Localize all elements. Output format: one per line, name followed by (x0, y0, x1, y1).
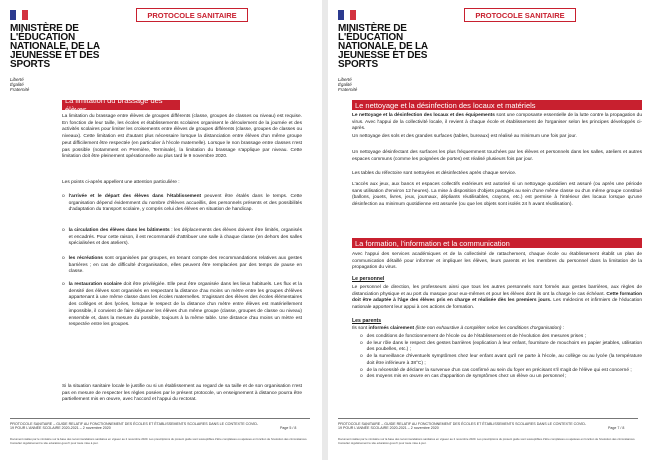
document-page-left (0, 0, 322, 460)
footer-text: PROTOCOLE SANITAIRE – GUIDE RELATIF AU FONCTIONNEMENT DES ÉCOLES ET ÉTABLISSEMENTS SCOLAIRES DANS LE CONTEXTE COVID-19 POUR L'ANNÉE SCOLAIRE 2020-2021 – 2 novembre 2020 (338, 422, 587, 431)
parents-list: o des conditions de fonctionnement de l'école ou de l'établissement et de l'évolution des mesures prises ; o de leur rôle dans le respect des gestes barrières (explication à leur enfant, fourniture de mouchoirs en papier jetables, utilisation des poubelles, etc.) ; o de la surveillance d'éventuels symptômes chez leur enfant avant qu'il ne parte à l'école, au collège ou au lycée (la température doit être inférieure à 38°C) ; o de la nécessité de déclarer la survenue d'un cas confirmé au sein du foyer en précisant s'il s'agit de l'élève qui est concerné ; o des moyens mis en œuvre en cas d'apparition de symptômes chez un élève ou un personnel ; (360, 334, 642, 380)
footer-rule (10, 418, 310, 419)
bullet-4-text: doit être privilégiée. Elle peut être organisée dans les lieux habituels. Les flux et la densité des élèves sont organisés en respectant la distance d'au moins un mètre entre les groupes d'élèves appartenant à une même classe dans les écoles maternelles. S'agissant des élèves des écoles élémentaires des collèges et des lycées, lorsque le respect de la distance d'un mètre entre élèves est matériellement impossible, il convient de faire déjeuner les élèves d'un même groupe (classe, groupes de classe ou niveau) ensemble et, dans la mesure du possible, toujours à la même table. Une distance d'au moins un mètre est respectée entre les groupes. (68, 282, 302, 328)
parents-intro-bold: informés clairement (368, 326, 415, 331)
republic-flag-logo (10, 10, 28, 20)
bullet-1-text: peuvent être étalés dans le temps. Cette organisation dépend évidemment du nombre d'élèves accueillis, des personnels présents et des possibilités d'adaptation du transport scolaire, y compris celui des élèves en situation de handicap. (68, 194, 302, 213)
cleaning-paragraph-2: Un nettoyage des sols et des grandes surfaces (tables, bureaux) est réalisé au minimum une fois par jour. (352, 134, 577, 139)
section-title-cleaning: Le nettoyage et la désinfection des locaux et matériels (352, 100, 642, 110)
bullet-1: o l'arrivée et le départ des élèves dans l'établissement peuvent être étalés dans le temps. Cette organisation dépend évidemment du nombre d'élèves accueillis, des personnels présents et des possibilités d'adaptation du transport scolaire, y compris celui des élèves en situation de handicap. (62, 194, 302, 213)
cleaning-paragraph-1 (352, 113, 642, 133)
protocol-label: PROTOCOLE SANITAIRE (136, 8, 248, 22)
bullet-2-text: : les déplacements des élèves doivent être limités, organisés et encadrés. Pour cette raison, il est recommandé d'attribuer une salle à chaque classe (en dehors des salles spécialisées et des ateliers). (68, 228, 302, 247)
intro-paragraph: La limitation du brassage entre élèves de groupes différents (classe, groupes de classes ou niveau) est requise. En fonction de leur taille, les écoles et établissements scolaires organisent le déroulement de la journée et des activités scolaires pour limiter les croisements entre élèves de groupes différents (classe, groupes de classes ou niveaux). Cette limitation est d'autant plus nécessaire lorsque la distanciation entre élèves d'un même groupe peut difficilement être respectée (en particulier à l'école maternelle). Lorsque le non brassage entre classes n'est pas possible (notamment en Première, Terminale), la limitation du brassage s'applique par niveau. Cette limitation doit être pleinement opérationnelle au plus tard le 9 novembre 2020. (62, 114, 302, 160)
cleaning-paragraph-5: L'accès aux jeux, aux bancs et espaces collectifs extérieurs est autorisé si un nettoyage quotidien est assuré (ou après une période sans utilisation d'environ 12 heures). La mise à disposition d'objets partagés au sein d'une même classe ou d'un même groupe constitué (ballons, jouets, livres, jeux, journaux, dépliants réutilisables, crayons, etc.) est permise à l'intérieur des locaux lorsque qu'une désinfection au minimum quotidienne est assurée (ou que les objets sont isolés 24 h avant réutilisation). (352, 182, 642, 208)
parents-intro (352, 326, 642, 333)
republic-motto: Liberté Égalité Fraternité (10, 77, 30, 92)
ministry-name: MINISTÈRE DE L'ÉDUCATION NATIONALE, DE LA JEUNESSE ET DES SPORTS (338, 23, 428, 70)
footer-note: Document réalisé par le ministère sur la base des recommandations sanitaires en vigueur au 2 novembre 2020. Les prescriptions du présent guide sont susceptibles d'être complétées ou ajustées en fonction de l'évolution des circonstances. Consulter régulièrement le site education.gouv.fr pour toute mise à jour. (338, 437, 636, 445)
bullet-3-text: sont organisées par groupes, en tenant compte des recommandations relatives aux gestes barrières ; en cas de difficulté d'organisation, elles peuvent être remplacées par des temps de pause en classe. (68, 256, 302, 275)
list-item: de la surveillance d'éventuels symptômes chez leur enfant avant qu'il ne parte à l'école, au collège ou au lycée (la température doit être inférieure à 38°C) ; (366, 354, 642, 366)
personnel-title: Le personnel (352, 276, 385, 282)
cleaning-p1-bold: Le nettoyage et la désinfection des locaux et des équipements (352, 113, 495, 118)
bullet-2: o la circulation des élèves dans les bâtiments : les déplacements des élèves doivent être limités, organisés et encadrés. Pour cette raison, il est recommandé d'attribuer une salle à chaque classe (en dehors des salles spécialisées et des ateliers). (62, 228, 302, 247)
bullet-1-bold: l'arrivée et le départ des élèves dans l'établissement (68, 194, 202, 199)
bullet-4-bold: la restauration scolaire (68, 282, 122, 287)
page-number: Page 7 / 8 (608, 426, 625, 430)
personnel-paragraph (352, 285, 642, 312)
cleaning-p1-text: sont une composante essentielle de la lutte contre la propagation du virus. Avec l'appui de la collectivité locale, il revient à chaque école et établissement de l'organiser selon les principes développés ci-après. (352, 113, 642, 132)
footer-text: PROTOCOLE SANITAIRE – GUIDE RELATIF AU FONCTIONNEMENT DES ÉCOLES ET ÉTABLISSEMENTS SCOLAIRES DANS LE CONTEXTE COVID-19 POUR L'ANNÉE SCOLAIRE 2020-2021 – 2 novembre 2020 (10, 422, 259, 431)
list-item: de la nécessité de déclarer la survenue d'un cas confirmé au sein du foyer en précisant s'il s'agit de l'élève qui est concerné ; (366, 367, 632, 373)
bullet-4: o la restauration scolaire doit être privilégiée. Elle peut être organisée dans les lieux habituels. Les flux et la densité des élèves sont organisés en respectant la distance d'au moins un mètre entre les groupes d'élèves appartenant à une même classe dans les écoles maternelles. S'agissant des élèves des écoles élémentaires des collèges et des lycées, lorsque le respect de la distance d'un mètre entre élèves est matériellement impossible, il convient de faire déjeuner les élèves d'un même groupe (classe, groupes de classe ou niveau) ensemble et, dans la mesure du possible, toujours à la même table. Une distance d'au moins un mètre est respectée entre les groupes. (62, 282, 302, 328)
republic-flag-logo (338, 10, 356, 20)
cleaning-paragraph-4: Les tables du réfectoire sont nettoyées et désinfectées après chaque service. (352, 171, 517, 176)
bullet-3: o les récréations sont organisées par groupes, en tenant compte des recommandations relatives aux gestes barrières ; en cas de difficulté d'organisation, elles peuvent être remplacées par des temps de pause en classe. (62, 256, 302, 275)
parents-title: Les parents (352, 318, 382, 324)
points-intro: Les points ci-après appellent une attention particulière : (62, 180, 180, 185)
list-item: des conditions de fonctionnement de l'école ou de l'établissement et de l'évolution des mesures prises ; (366, 334, 586, 339)
conclusion-paragraph: Si la situation sanitaire locale le justifie ou si un établissement au regard de sa taille et de son organisation n'est pas en mesure de respecter les règles posées par le présent protocole, un enseignement à distance pourra être partiellement mis en œuvre, avec l'accord et l'appui du rectorat. (62, 384, 302, 403)
section-title-communication: La formation, l'information et la communication (352, 238, 642, 248)
parents-intro-b: (liste non exhaustive à compléter selon les conditions d'organisation) : (414, 326, 565, 331)
parents-intro-a: Ils sont (352, 326, 369, 331)
document-page-right (328, 0, 650, 460)
list-item: des moyens mis en œuvre en cas d'apparition de symptômes chez un élève ou un personnel ; (366, 374, 567, 380)
protocol-label: PROTOCOLE SANITAIRE (464, 8, 576, 22)
page-number: Page 5 / 8 (280, 426, 297, 430)
personnel-bold: Cette formation doit être adaptée à l'âge des élèves pris en charge et réalisée dès les premiers jours. (352, 291, 642, 304)
bullet-3-bold: les récréations (68, 256, 103, 261)
communication-paragraph: Avec l'appui des services académiques et de la collectivité de rattachement, chaque école ou établissement établit un plan de communication détaillé pour informer et impliquer les élèves, leurs parents et les membres du personnel dans la limitation de la propagation du virus. (352, 252, 642, 271)
ministry-name: MINISTÈRE DE L'ÉDUCATION NATIONALE, DE LA JEUNESSE ET DES SPORTS (10, 23, 100, 70)
republic-motto: Liberté Égalité Fraternité (338, 77, 358, 92)
bullet-2-bold: la circulation des élèves dans les bâtiments (68, 228, 170, 233)
footer-rule (338, 418, 638, 419)
personnel-text-b: Les médecins et infirmiers de l'éducation nationale apportent leur appui à ces actions de formation. (352, 298, 642, 311)
footer-note: Document réalisé par le ministère sur la base des recommandations sanitaires en vigueur au 2 novembre 2020. Les prescriptions du présent guide sont susceptibles d'être complétées ou ajustées en fonction de l'évolution des circonstances. Consulter régulièrement le site education.gouv.fr pour toute mise à jour. (10, 437, 308, 445)
cleaning-paragraph-3: Un nettoyage désinfectant des surfaces les plus fréquemment touchées par les élèves et personnels dans les salles, ateliers et autres espaces communs (comme les poignées de portes) est réalisé plusieurs fois par jour. (352, 150, 642, 162)
personnel-text-a: Le personnel de direction, les professeurs ainsi que tous les autres personnels sont formés aux gestes barrières, aux règles de distanciation physique et au port du masque pour eux-mêmes et pour les élèves dont ils ont la charge le cas échéant. (352, 285, 642, 297)
section-title: La limitation du brassage des élèves (62, 100, 180, 110)
list-item: de leur rôle dans le respect des gestes barrières (explication à leur enfant, fourniture de mouchoirs en papier jetables, utilisation des poubelles, etc.) ; (366, 340, 642, 353)
